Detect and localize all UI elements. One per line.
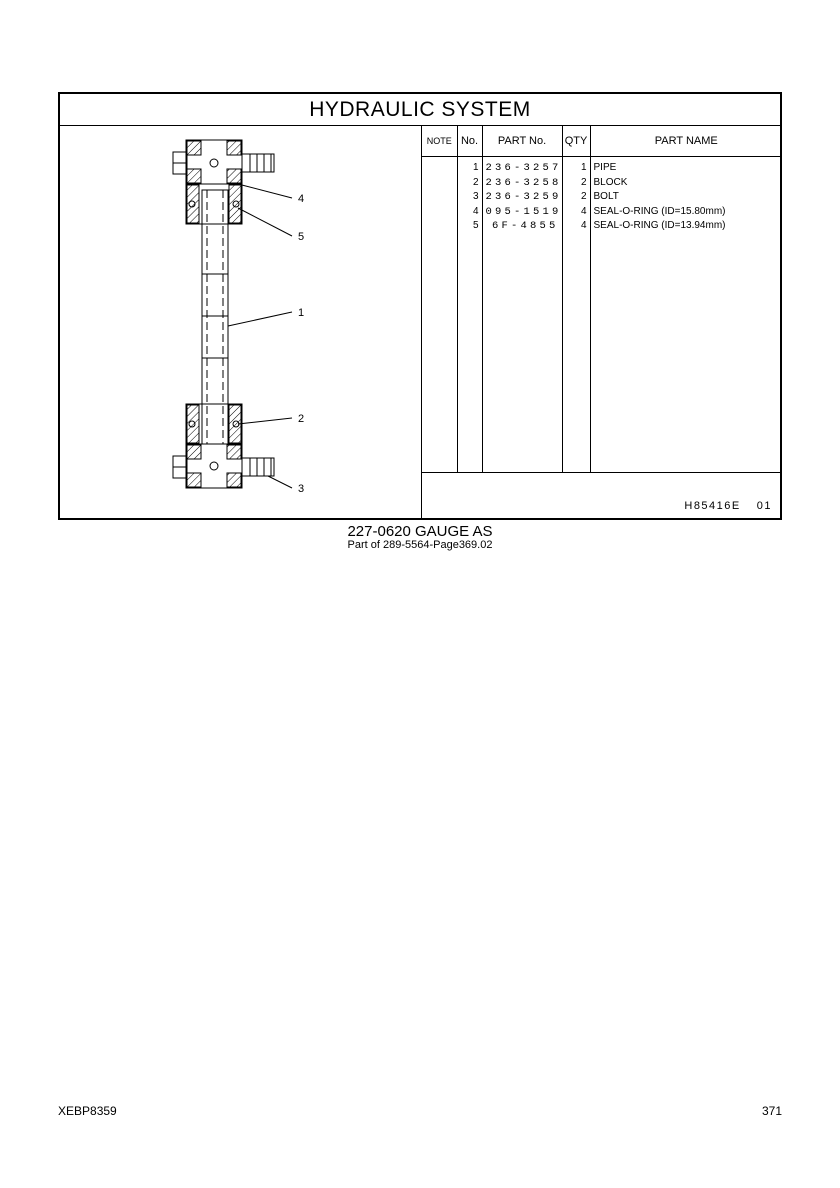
table-row bbox=[422, 219, 782, 234]
drawing-code-id: H85416E bbox=[684, 500, 741, 512]
quantity: 2 bbox=[562, 176, 590, 191]
quantity: 2 bbox=[562, 190, 590, 205]
part-number: 236-3258 bbox=[482, 176, 562, 191]
page-title: HYDRAULIC SYSTEM bbox=[60, 94, 780, 126]
drawing-code-rev: 01 bbox=[756, 500, 772, 512]
table-row bbox=[422, 190, 782, 205]
callout-2: 2 bbox=[298, 413, 305, 425]
exploded-drawing bbox=[60, 126, 422, 520]
page-number: 371 bbox=[761, 1104, 782, 1118]
item-number: 4 bbox=[457, 205, 482, 220]
table-filler-row bbox=[422, 234, 782, 473]
part-number: 6F-4855 bbox=[482, 219, 562, 234]
table-row bbox=[422, 205, 782, 220]
note-cell bbox=[422, 157, 457, 176]
parts-table bbox=[422, 126, 782, 473]
quantity: 4 bbox=[562, 219, 590, 234]
document-number: XEBP8359 bbox=[58, 1104, 117, 1118]
assembly-title: 227-0620 GAUGE AS bbox=[347, 523, 493, 540]
drawing-code bbox=[668, 500, 772, 512]
note-cell bbox=[422, 176, 457, 191]
quantity: 4 bbox=[562, 205, 590, 220]
item-number: 5 bbox=[457, 219, 482, 234]
part-name: SEAL-O-RING (ID=13.94mm) bbox=[593, 220, 726, 231]
assembly-subtitle: Part of 289-5564-Page369.02 bbox=[347, 539, 493, 551]
pipe bbox=[202, 190, 228, 444]
callout-1: 1 bbox=[298, 307, 305, 319]
part-name: BOLT bbox=[593, 191, 619, 202]
note-cell bbox=[422, 219, 457, 234]
header-no: No. bbox=[457, 126, 482, 157]
parts-frame bbox=[58, 92, 782, 520]
part-number: 236-3259 bbox=[482, 190, 562, 205]
gauge-assembly-illustration bbox=[60, 126, 420, 520]
item-number: 3 bbox=[457, 190, 482, 205]
leader-5 bbox=[238, 208, 292, 236]
table-header-row bbox=[422, 126, 782, 157]
header-qty: QTY bbox=[562, 126, 590, 157]
table-row bbox=[422, 157, 782, 176]
item-number: 2 bbox=[457, 176, 482, 191]
part-number: 236-3257 bbox=[482, 157, 562, 176]
leader-4 bbox=[238, 184, 292, 198]
part-name: SEAL-O-RING (ID=15.80mm) bbox=[593, 205, 726, 217]
header-note: NOTE bbox=[422, 126, 457, 157]
item-number: 1 bbox=[457, 157, 482, 176]
top-o-ring bbox=[210, 159, 218, 167]
table-row bbox=[422, 176, 782, 191]
note-cell bbox=[422, 205, 457, 220]
callout-4: 4 bbox=[298, 193, 305, 205]
leader-2 bbox=[238, 418, 292, 424]
bottom-o-ring bbox=[210, 462, 218, 470]
part-name: BLOCK bbox=[593, 176, 628, 188]
top-fitting bbox=[242, 154, 274, 172]
header-part-no: PART No. bbox=[482, 126, 562, 157]
bottom-fitting bbox=[242, 458, 274, 476]
parts-table-area bbox=[422, 126, 782, 520]
header-part-name: PART NAME bbox=[590, 126, 782, 157]
note-cell bbox=[422, 190, 457, 205]
part-number: 095-1519 bbox=[482, 205, 562, 220]
leader-3 bbox=[268, 476, 292, 488]
callout-5: 5 bbox=[298, 231, 305, 243]
quantity: 1 bbox=[562, 157, 590, 176]
callout-3: 3 bbox=[298, 483, 305, 495]
part-name: PIPE bbox=[593, 162, 617, 173]
leader-1 bbox=[228, 312, 292, 326]
